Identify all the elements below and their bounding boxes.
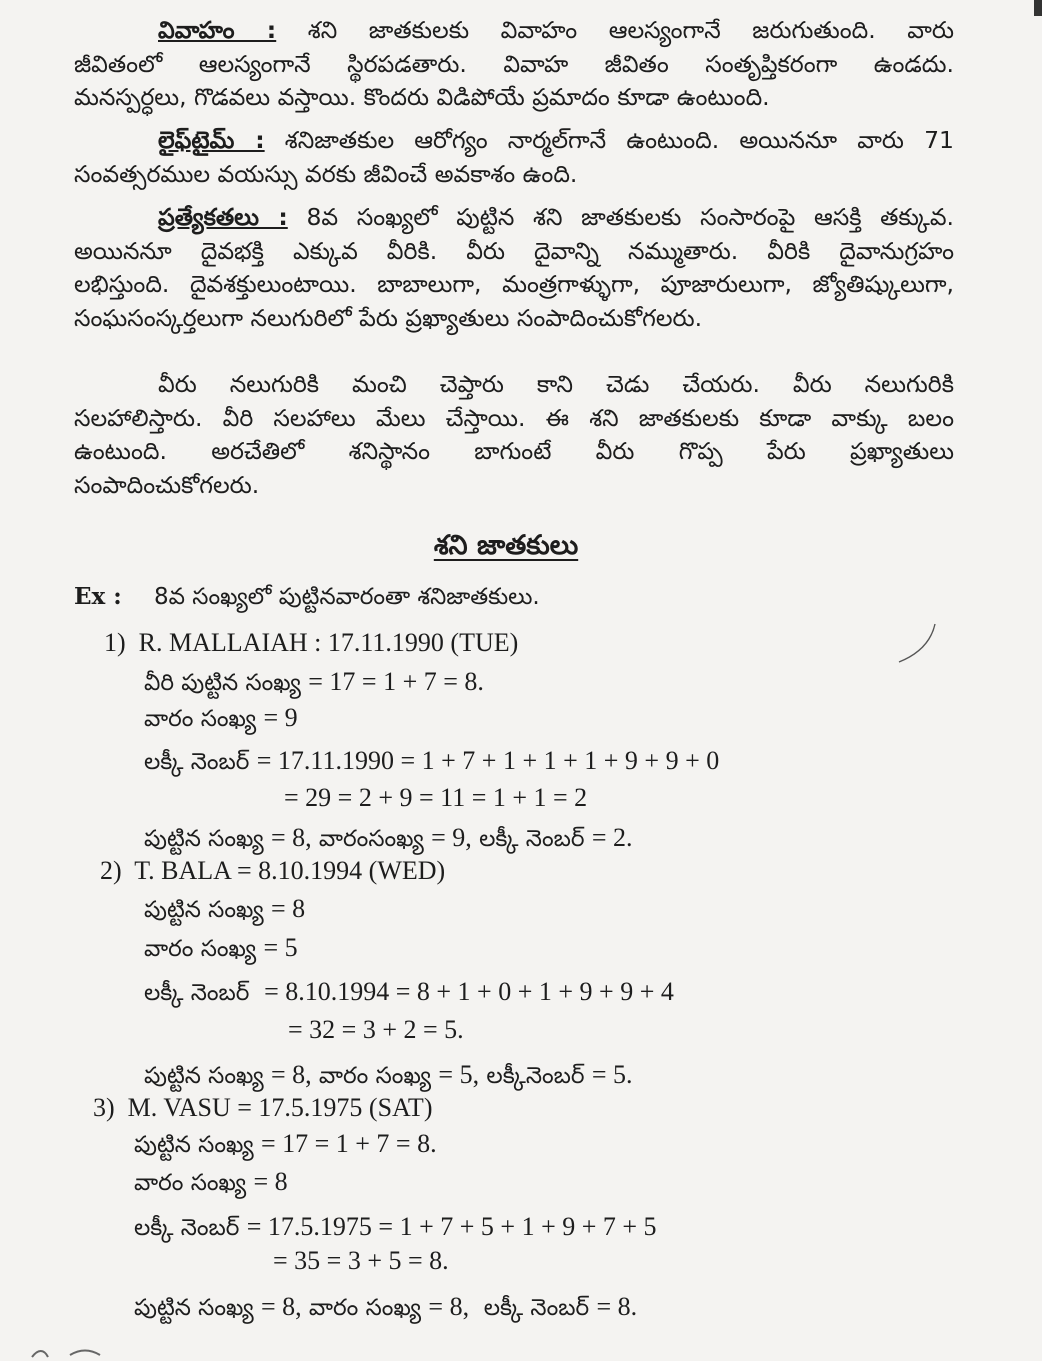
text-line: సలహాలిస్తారు. వీరి సలహాలు మేలు చేస్తాయి. ఈ శని జాతకులకు కూడా వాక్కు బలం (74, 403, 954, 432)
lucky-number-continuation: = 32 = 3 + 2 = 5. (288, 1015, 464, 1044)
day-number-line: వారం సంఖ్య = 8 (134, 1167, 288, 1196)
example-intro (74, 583, 540, 616)
summary-line: పుట్టిన సంఖ్య = 8, వారం సంఖ్య = 8, లక్కీ నెంబర్ = 8. (134, 1292, 638, 1321)
example-title: 3) M. VASU = 17.5.1975 (SAT) (93, 1093, 433, 1122)
text-line: ఉంటుంది. అరచేతిలో శనిస్థానం బాగుంటే వీరు గొప్ప పేరు ప్రఖ్యాతులు (74, 437, 954, 466)
text-line: లైఫ్‌టైమ్ : శనిజాతకుల ఆరోగ్యం నార్మల్‌గానే ఉంటుంది. అయిననూ వారు 71 (158, 126, 954, 154)
page-corner-mark (1034, 0, 1042, 16)
example-title: 2) T. BALA = 8.10.1994 (WED) (100, 856, 446, 885)
summary-line: పుట్టిన సంఖ్య = 8, వారంసంఖ్య = 9, లక్కీ నెంబర్ = 2. (144, 823, 633, 852)
text-line: సంఘసంస్కర్తలుగా నలుగురిలో పేరు ప్రఖ్యాతులు సంపాదించుకోగలరు. (74, 303, 703, 332)
text-line: అయిననూ దైవభక్తి ఎక్కువ వీరికి. వీరు దైవాన్ని నమ్ముతారు. వీరికి దైవానుగ్రహం (74, 236, 954, 265)
birth-number-line: వీరి పుట్టిన సంఖ్య = 17 = 1 + 7 = 8. (144, 667, 484, 696)
text-line: మనస్పర్ధలు, గొడవలు వస్తాయి. కొందరు విడిపోయే ప్రమాదం కూడా ఉంటుంది. (74, 83, 770, 112)
text-line: జీవితంలో ఆలస్యంగానే స్థిరపడతారు. వివాహ జీవితం సంతృప్తికరంగా ఉండదు. (74, 49, 954, 78)
lucky-number-continuation: = 29 = 2 + 9 = 11 = 1 + 1 = 2 (284, 783, 588, 812)
text-line: ప్రత్యేకతలు : 8వ సంఖ్యలో పుట్టిన శని జాతకులకు సంసారంపై ఆసక్తి తక్కువ. (158, 203, 954, 231)
birth-number-line: పుట్టిన సంఖ్య = 17 = 1 + 7 = 8. (134, 1129, 437, 1158)
text-line: లభిస్తుంది. దైవశక్తులుంటాయి. బాబాలుగా, మంత్రగాళ్ళుగా, పూజారులుగా, జ్యోతిష్కులుగా, (74, 270, 954, 299)
lucky-number-line: లక్కీ నెంబర్ = 17.11.1990 = 1 + 7 + 1 + 1 + 1 + 9 + 9 + 0 (144, 746, 720, 775)
text-line: సంవత్సరముల వయస్సు వరకు జీవించే అవకాశం ఉంది. (74, 159, 578, 188)
text-line: సంపాదించుకోగలరు. (74, 470, 260, 499)
paragraph-lifetime (74, 124, 954, 191)
example-intro-text: 8వ సంఖ్యలో పుట్టినవారంతా శనిజాతకులు. (154, 584, 540, 610)
pen-scribble-icon (895, 620, 945, 670)
cropped-text-fragment-icon (30, 1345, 170, 1361)
example-title: 1) R. MALLAIAH : 17.11.1990 (TUE) (104, 628, 519, 657)
lucky-number-line: లక్కీ నెంబర్ = 17.5.1975 = 1 + 7 + 5 + 1 + 9 + 7 + 5 (134, 1212, 657, 1241)
paragraph-specialities (74, 201, 954, 335)
day-number-line: వారం సంఖ్య = 9 (144, 703, 298, 732)
section-lead-lifetime: లైఫ్‌టైమ్ : (158, 126, 265, 154)
section-lead-specialities: ప్రత్యేకతలు : (158, 203, 288, 231)
paragraph-advice (74, 368, 954, 502)
day-number-line: వారం సంఖ్య = 5 (144, 933, 298, 962)
summary-line: పుట్టిన సంఖ్య = 8, వారం సంఖ్య = 5, లక్కీనెంబర్ = 5. (144, 1060, 633, 1089)
paragraph-marriage (74, 14, 954, 115)
example-label: Ex : (74, 583, 122, 610)
lucky-number-continuation: = 35 = 3 + 5 = 8. (273, 1246, 449, 1275)
birth-number-line: పుట్టిన సంఖ్య = 8 (144, 894, 306, 923)
lucky-number-line: లక్కీ నెంబర్ = 8.10.1994 = 8 + 1 + 0 + 1 + 9 + 9 + 4 (144, 977, 674, 1006)
section-lead-marriage: వివాహం : (158, 16, 277, 44)
text-line: వివాహం : శని జాతకులకు వివాహం ఆలస్యంగానే జరుగుతుంది. వారు (158, 16, 954, 44)
text-line: వీరు నలుగురికి మంచి చెప్తారు కాని చెడు చేయరు. వీరు నలుగురికి (158, 370, 954, 398)
section-heading: శని జాతకులు (433, 530, 579, 561)
